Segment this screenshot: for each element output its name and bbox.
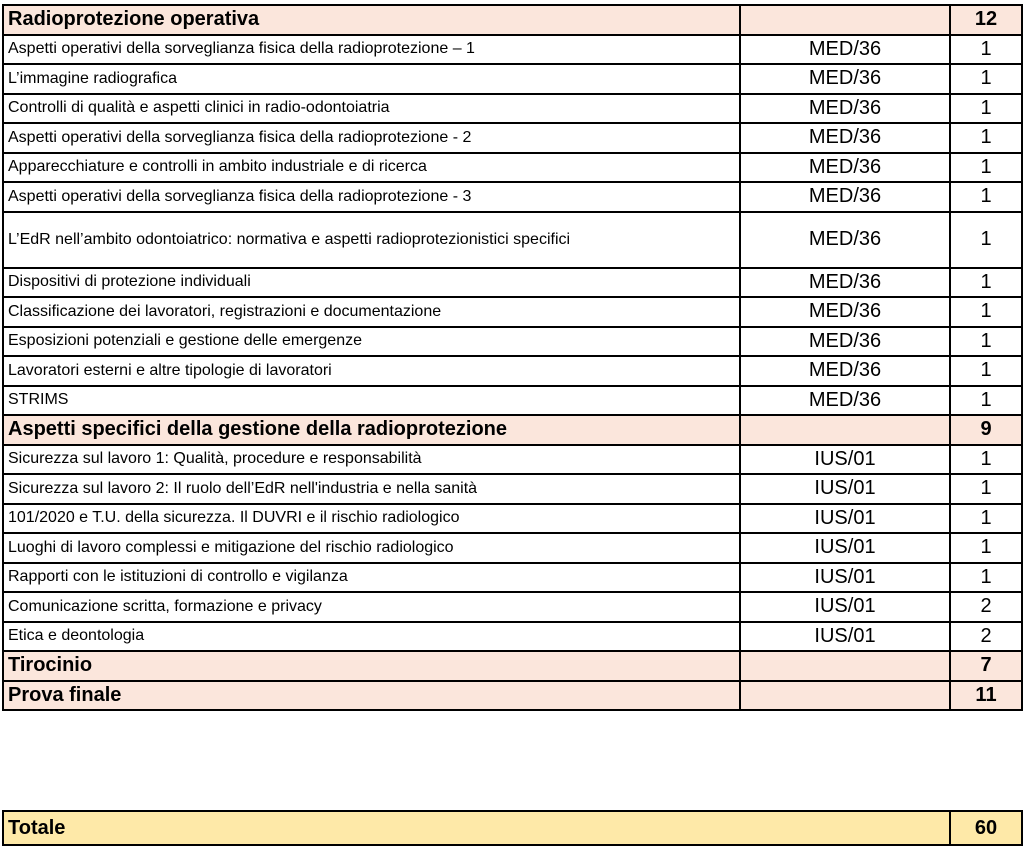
total-label: Totale [3, 811, 950, 845]
course-cfu: 1 [950, 504, 1022, 534]
course-row [3, 297, 1022, 327]
section-empty-cell [740, 651, 950, 681]
course-row [3, 356, 1022, 386]
course-code: MED/36 [740, 153, 950, 183]
section-header-row [3, 681, 1022, 711]
course-row [3, 182, 1022, 212]
course-row [3, 212, 1022, 268]
course-code: MED/36 [740, 212, 950, 268]
course-code: MED/36 [740, 94, 950, 124]
course-cfu: 1 [950, 35, 1022, 65]
course-code: MED/36 [740, 356, 950, 386]
course-cfu: 1 [950, 297, 1022, 327]
course-name: Luoghi di lavoro complessi e mitigazione del rischio radiologico [3, 533, 740, 563]
course-name: Aspetti operativi della sorveglianza fisica della radioprotezione - 2 [3, 123, 740, 153]
course-code: MED/36 [740, 64, 950, 94]
course-code: MED/36 [740, 182, 950, 212]
course-cfu: 2 [950, 622, 1022, 652]
course-row [3, 153, 1022, 183]
course-name: Classificazione dei lavoratori, registrazioni e documentazione [3, 297, 740, 327]
course-cfu: 1 [950, 386, 1022, 416]
course-name: Controlli di qualità e aspetti clinici in radio-odontoiatria [3, 94, 740, 124]
course-code: IUS/01 [740, 533, 950, 563]
course-code: IUS/01 [740, 592, 950, 622]
course-name: STRIMS [3, 386, 740, 416]
course-row [3, 504, 1022, 534]
course-name: Esposizioni potenziali e gestione delle emergenze [3, 327, 740, 357]
course-cfu: 1 [950, 64, 1022, 94]
course-name: 101/2020 e T.U. della sicurezza. Il DUVRI e il rischio radiologico [3, 504, 740, 534]
course-row [3, 445, 1022, 475]
course-row [3, 386, 1022, 416]
course-cfu: 1 [950, 533, 1022, 563]
course-code: IUS/01 [740, 563, 950, 593]
total-table [2, 810, 1023, 846]
course-name: Etica e deontologia [3, 622, 740, 652]
section-header-row [3, 651, 1022, 681]
course-cfu: 1 [950, 356, 1022, 386]
course-code: MED/36 [740, 386, 950, 416]
course-row [3, 533, 1022, 563]
section-cfu: 11 [950, 681, 1022, 711]
course-name: Aspetti operativi della sorveglianza fisica della radioprotezione – 1 [3, 35, 740, 65]
course-code: IUS/01 [740, 504, 950, 534]
course-row [3, 64, 1022, 94]
course-name: Lavoratori esterni e altre tipologie di lavoratori [3, 356, 740, 386]
course-cfu: 1 [950, 212, 1022, 268]
course-code: MED/36 [740, 297, 950, 327]
course-row [3, 123, 1022, 153]
course-name: Sicurezza sul lavoro 1: Qualità, procedure e responsabilità [3, 445, 740, 475]
course-code: MED/36 [740, 123, 950, 153]
course-row [3, 94, 1022, 124]
section-title: Tirocinio [3, 651, 740, 681]
course-row [3, 35, 1022, 65]
course-name: L’immagine radiografica [3, 64, 740, 94]
section-title: Prova finale [3, 681, 740, 711]
course-code: MED/36 [740, 268, 950, 298]
course-name: Sicurezza sul lavoro 2: Il ruolo dell’EdR nell'industria e nella sanità [3, 474, 740, 504]
section-cfu: 9 [950, 415, 1022, 445]
course-cfu: 1 [950, 123, 1022, 153]
course-row [3, 268, 1022, 298]
course-code: MED/36 [740, 35, 950, 65]
total-value: 60 [950, 811, 1022, 845]
course-name: L’EdR nell’ambito odontoiatrico: normativa e aspetti radioprotezionistici specifici [3, 212, 740, 268]
course-cfu: 1 [950, 474, 1022, 504]
course-cfu: 1 [950, 445, 1022, 475]
section-title: Radioprotezione operativa [3, 5, 740, 35]
course-name: Rapporti con le istituzioni di controllo e vigilanza [3, 563, 740, 593]
course-cfu: 1 [950, 268, 1022, 298]
course-name: Aspetti operativi della sorveglianza fisica della radioprotezione - 3 [3, 182, 740, 212]
course-row [3, 327, 1022, 357]
course-row [3, 592, 1022, 622]
course-name: Apparecchiature e controlli in ambito industriale e di ricerca [3, 153, 740, 183]
course-cfu: 1 [950, 182, 1022, 212]
course-code: IUS/01 [740, 622, 950, 652]
section-empty-cell [740, 5, 950, 35]
section-header-row [3, 415, 1022, 445]
course-code: IUS/01 [740, 445, 950, 475]
section-cfu: 7 [950, 651, 1022, 681]
course-cfu: 1 [950, 94, 1022, 124]
course-name: Dispositivi di protezione individuali [3, 268, 740, 298]
section-header-row [3, 5, 1022, 35]
course-code: MED/36 [740, 327, 950, 357]
section-title: Aspetti specifici della gestione della radioprotezione [3, 415, 740, 445]
course-row [3, 622, 1022, 652]
course-row [3, 563, 1022, 593]
course-name: Comunicazione scritta, formazione e privacy [3, 592, 740, 622]
course-cfu: 1 [950, 153, 1022, 183]
course-cfu: 2 [950, 592, 1022, 622]
section-empty-cell [740, 681, 950, 711]
course-table-body [3, 5, 1022, 710]
course-table [2, 4, 1023, 711]
course-code: IUS/01 [740, 474, 950, 504]
course-cfu: 1 [950, 327, 1022, 357]
course-row [3, 474, 1022, 504]
course-cfu: 1 [950, 563, 1022, 593]
section-cfu: 12 [950, 5, 1022, 35]
total-row [3, 811, 1022, 845]
section-empty-cell [740, 415, 950, 445]
